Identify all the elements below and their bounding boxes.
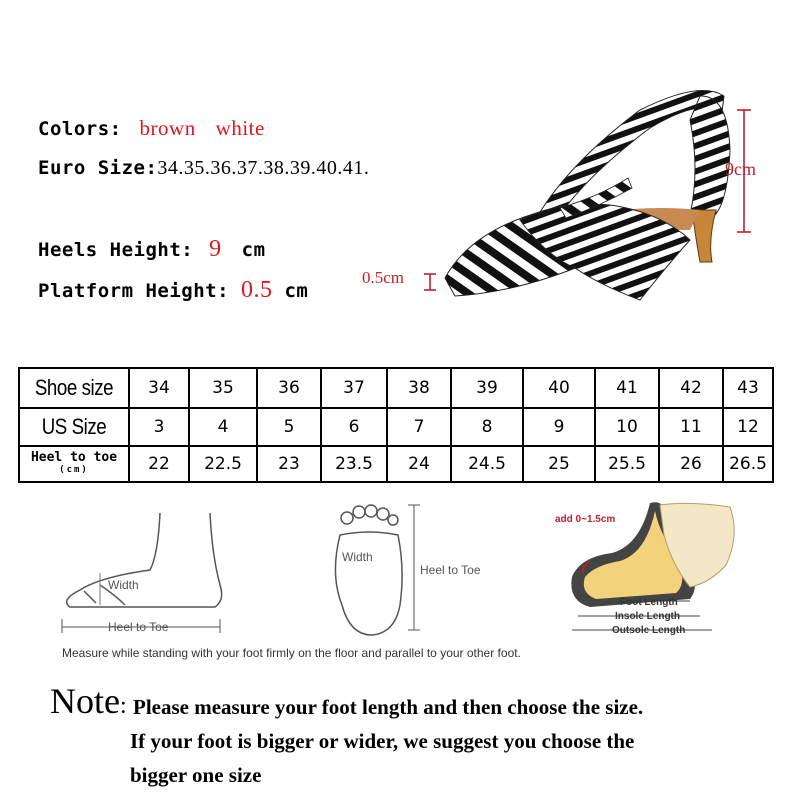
note-line-1: Please measure your foot length and then choose the size. xyxy=(133,695,644,719)
table-cell: 25 xyxy=(523,446,595,482)
shoe-graphic xyxy=(445,90,730,300)
table-cell: 11 xyxy=(659,408,723,446)
row-header-shoe-size: Shoe size xyxy=(27,368,121,408)
foot-side-view-icon xyxy=(67,513,222,607)
top-heel-to-toe-arrow xyxy=(408,505,420,630)
shoe-add-label: add 0~1.5cm xyxy=(555,514,616,525)
table-cell: 7 xyxy=(387,408,451,446)
table-row-us-size xyxy=(19,408,773,446)
table-cell: 42 xyxy=(659,368,723,408)
heels-height-unit: cm xyxy=(241,239,266,261)
table-cell: 35 xyxy=(189,368,257,408)
table-cell: 41 xyxy=(595,368,659,408)
euro-size-value: 34.35.36.37.38.39.40.41. xyxy=(157,157,370,179)
heel-height-dimension-label: 9cm xyxy=(725,159,756,179)
table-cell: 6 xyxy=(321,408,387,446)
row-header-heel-to-toe xyxy=(19,446,129,482)
heel-to-toe-label: Heel to toe xyxy=(30,450,118,465)
table-cell: 12 xyxy=(723,408,773,446)
table-cell: 23.5 xyxy=(321,446,387,482)
heels-height-label: Heels Height: xyxy=(38,239,194,261)
table-cell: 5 xyxy=(257,408,321,446)
foot-top-view-icon xyxy=(335,505,402,635)
table-cell: 26.5 xyxy=(723,446,773,482)
platform-height-dimension xyxy=(424,274,436,290)
row-header-us-size: US Size xyxy=(27,408,121,446)
table-cell: 36 xyxy=(257,368,321,408)
insole-length-label: Insole Length xyxy=(615,611,680,622)
table-cell: 4 xyxy=(189,408,257,446)
color-option-white: white xyxy=(215,116,265,140)
color-option-brown: brown xyxy=(139,116,196,140)
table-cell: 9 xyxy=(523,408,595,446)
table-row-heel-to-toe xyxy=(19,446,773,482)
table-cell: 8 xyxy=(451,408,523,446)
note-line-3: bigger one size xyxy=(130,763,262,787)
table-cell: 22.5 xyxy=(189,446,257,482)
platform-height-value: 0.5 xyxy=(240,277,273,303)
table-cell: 24.5 xyxy=(451,446,523,482)
note-title: Note: xyxy=(50,681,127,721)
table-cell: 23 xyxy=(257,446,321,482)
side-heel-to-toe-label: Heel to Toe xyxy=(108,620,169,634)
table-cell: 43 xyxy=(723,368,773,408)
table-cell: 25.5 xyxy=(595,446,659,482)
colors-label: Colors: xyxy=(38,118,122,140)
table-cell: 38 xyxy=(387,368,451,408)
platform-height-dimension-label: 0.5cm xyxy=(362,268,405,287)
table-cell: 3 xyxy=(129,408,189,446)
table-cell: 34 xyxy=(129,368,189,408)
platform-height-label: Platform Height: xyxy=(38,280,230,302)
note-line-2: If your foot is bigger or wider, we suggest you choose the xyxy=(130,729,635,753)
table-cell: 39 xyxy=(451,368,523,408)
top-width-label: Width xyxy=(342,550,373,564)
heel-to-toe-unit: (cm) xyxy=(59,465,89,475)
table-cell: 22 xyxy=(129,446,189,482)
table-cell: 24 xyxy=(387,446,451,482)
platform-height-unit: cm xyxy=(284,280,309,302)
measure-instruction: Measure while standing with your foot firmly on the floor and parallel to your other foot. xyxy=(62,646,521,660)
outsole-length-label: Outsole Length xyxy=(612,625,686,636)
table-cell: 26 xyxy=(659,446,723,482)
foot-length-label: Foot Length xyxy=(620,597,678,608)
euro-size-label: Euro Size: xyxy=(38,157,158,179)
size-chart-table xyxy=(18,367,774,483)
heels-height-value: 9 xyxy=(209,236,222,262)
side-width-label: Width xyxy=(108,578,139,592)
table-row-shoe-size xyxy=(19,368,773,408)
table-cell: 37 xyxy=(321,368,387,408)
table-cell: 10 xyxy=(595,408,659,446)
product-image xyxy=(0,0,800,340)
table-cell: 40 xyxy=(523,368,595,408)
top-heel-to-toe-label: Heel to Toe xyxy=(420,563,481,577)
